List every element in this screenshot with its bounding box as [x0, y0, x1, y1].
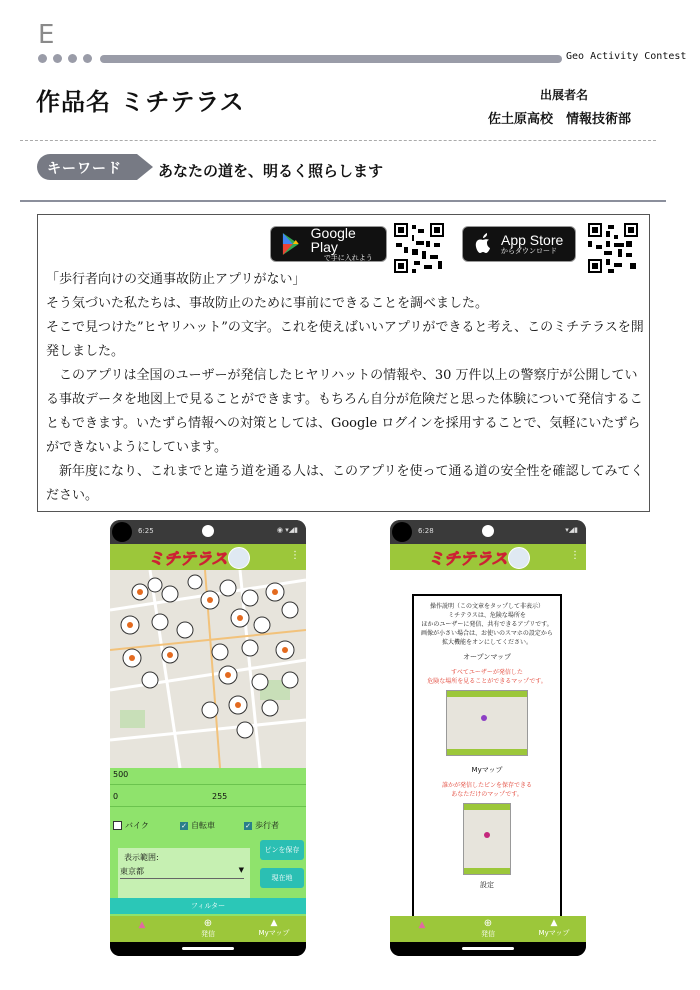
status-icons: ▾◢▮	[565, 526, 578, 534]
radius-value: 500	[113, 770, 129, 779]
system-nav-bar	[390, 942, 586, 956]
my-map-preview	[463, 803, 511, 875]
google-play-icon	[277, 229, 307, 259]
nav-map[interactable]	[410, 920, 434, 930]
range-value: 255	[212, 792, 228, 801]
map-view[interactable]	[110, 570, 306, 768]
checkbox-pedestrian-label: 歩行者	[255, 821, 279, 830]
app-bar	[110, 544, 306, 570]
checkbox-bicycle-label: 自転車	[191, 821, 215, 830]
mountain-icon: ▲	[270, 918, 278, 928]
nav-map[interactable]	[130, 920, 154, 930]
nav-mymap-label: Myマップ	[258, 929, 290, 937]
nav-mymap-label: Myマップ	[538, 929, 570, 937]
instructions-view[interactable]	[390, 570, 586, 916]
divider	[20, 140, 656, 141]
dropdown-arrow-icon: ▼	[238, 866, 244, 874]
range-select-box[interactable]	[118, 848, 250, 900]
my-map-heading: Myマップ	[471, 766, 503, 774]
header-bar	[100, 55, 562, 63]
status-icons: ◉ ▾◢▮	[276, 526, 298, 534]
description-text	[46, 268, 644, 508]
instr-line: 拡大機能をオンにしてください。	[441, 639, 532, 646]
header-dot	[68, 54, 77, 63]
open-map-preview	[446, 690, 528, 756]
bottom-nav	[110, 916, 306, 942]
open-map-heading: オープンマップ	[462, 653, 512, 661]
keyword-label: キーワード	[47, 161, 122, 177]
my-map-desc: 誰かが発信したピンを保存できる	[441, 782, 532, 789]
paragraph: そこで見つけた”ヒヤリハット”の文字。これを使えばいいアプリができると考え、このミチテラスを開発しました。	[46, 320, 644, 359]
nav-mymap[interactable]	[536, 918, 572, 938]
contest-name: Geo Activity Contest	[566, 51, 687, 62]
paragraph: そう気づいた私たちは、事故防止のために事前にできることを調べました。	[46, 296, 489, 311]
header-dot	[38, 54, 47, 63]
nav-post-label: 発信	[201, 930, 215, 938]
range-select-value: 東京都	[120, 867, 144, 876]
apple-icon	[471, 231, 495, 257]
instr-line: 操作説明（この文章をタップして非表示）	[429, 603, 544, 610]
exhibitor-name: 佐土原高校 情報技術部	[488, 112, 632, 127]
app-store-sub: からダウンロード	[501, 246, 557, 255]
status-bar	[390, 520, 586, 544]
range-select-label: 表示範囲:	[124, 853, 159, 862]
current-location-button[interactable]: 現在地	[260, 868, 304, 888]
status-time: 6:25	[138, 527, 154, 535]
keyword-text: あなたの道を、明るく照らします	[158, 162, 384, 180]
app-logo-text: ミチテラス	[428, 549, 508, 568]
checkbox-pedestrian[interactable]: ✓ 歩行者	[245, 821, 279, 830]
map-icon: ▲	[138, 920, 146, 930]
status-time: 6:28	[418, 527, 434, 535]
nav-post-label: 発信	[481, 930, 495, 938]
paragraph: 新年度になり、これまでと違う道を通る人は、このアプリを使って通る道の安全性を確認してみてください。	[46, 464, 644, 503]
keyword-badge	[37, 154, 153, 180]
open-map-desc: 危険な場所を見ることができるマップです。	[427, 678, 547, 685]
google-play-label: Google Play	[310, 224, 356, 256]
section-rule	[20, 200, 666, 202]
range-slider[interactable]	[110, 806, 306, 807]
checkbox-bicycle[interactable]: ✓ 自転車	[181, 821, 215, 830]
instr-line: 画像が小さい場合は、お使いのスマホの設定から	[421, 630, 553, 637]
mountain-icon: ▲	[550, 918, 558, 928]
instr-line: ミチテラスは、危険な場所を	[448, 612, 526, 619]
instructions-frame	[412, 594, 562, 924]
qr-code-icon	[588, 223, 638, 273]
my-map-desc: あなただけのマップです。	[451, 791, 523, 798]
system-nav-bar	[110, 942, 306, 956]
header-dot	[83, 54, 92, 63]
filter-button[interactable]: フィルター	[110, 898, 306, 914]
nav-post[interactable]	[474, 918, 502, 939]
phone-screenshot-map	[110, 520, 306, 956]
qr-code-icon	[394, 223, 444, 273]
header-dot	[53, 54, 62, 63]
logo-globe-icon	[508, 547, 530, 569]
nav-mymap[interactable]	[256, 918, 292, 938]
checkbox-bike[interactable]	[113, 820, 149, 831]
app-store-label: App Store	[501, 231, 564, 248]
bottom-nav	[390, 916, 586, 942]
filter-panel	[110, 768, 306, 918]
instr-line: ほかのユーザーに発信、共有できるアプリです。	[421, 621, 553, 628]
app-store-badge[interactable]	[462, 226, 576, 262]
nav-post[interactable]	[194, 918, 222, 939]
phone-screenshot-instructions	[390, 520, 586, 956]
menu-icon[interactable]: ⋮	[290, 550, 300, 561]
paragraph: 「歩行者向けの交通事故防止アプリがない」	[46, 272, 306, 287]
menu-icon[interactable]: ⋮	[570, 550, 580, 561]
status-bar	[110, 520, 306, 544]
logo-globe-icon	[228, 547, 250, 569]
google-play-badge[interactable]	[270, 226, 387, 262]
exhibitor-label: 出展者名	[540, 88, 589, 102]
work-title: 作品名 ミチテラス	[36, 88, 245, 116]
settings-heading: 設定	[480, 881, 494, 889]
checkbox-bike-label: バイク	[125, 821, 149, 830]
paragraph: このアプリは全国のユーザーが発信したヒヤリハットの情報や、30 万件以上の警察庁が公開している事故データを地図上で見ることができます。もちろん自分が危険だと思った体験について発信することもできます。いたずら情報への対策としては、Google ログインを採用することで、気軽にいたずらができないようにしています。	[46, 368, 643, 455]
add-circle-icon: ⊕	[483, 918, 493, 929]
section-letter: E	[38, 20, 55, 50]
google-play-sub: で手に入れよう	[323, 254, 373, 263]
add-circle-icon: ⊕	[203, 918, 213, 929]
range-min: 0	[113, 792, 119, 801]
open-map-desc: すべてユーザーが発信した	[451, 669, 523, 676]
map-icon: ▲	[418, 920, 426, 930]
app-bar	[390, 544, 586, 570]
save-pin-button[interactable]: ピンを保存	[260, 840, 304, 860]
app-logo-text: ミチテラス	[148, 549, 228, 568]
